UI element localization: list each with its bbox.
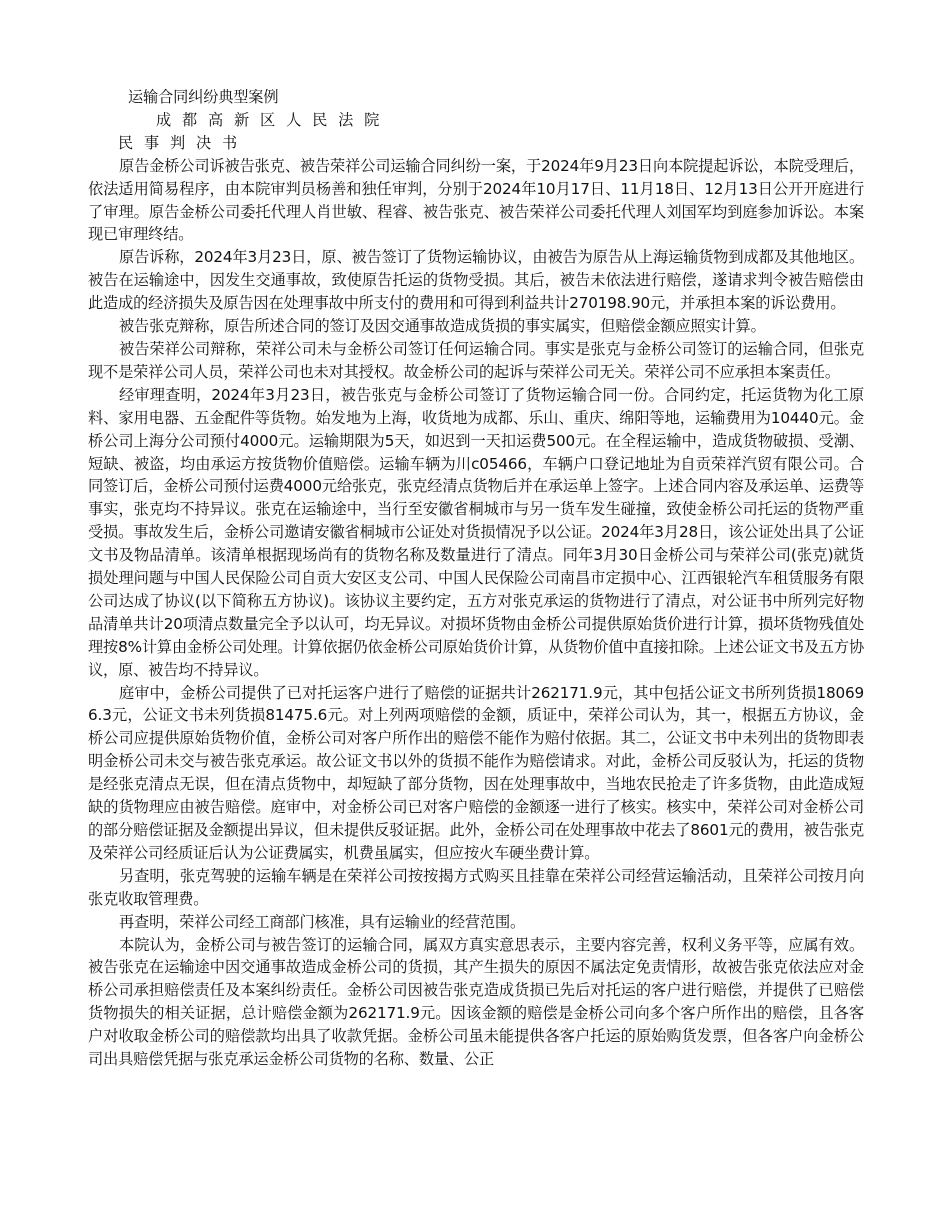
- paragraph-plaintiff-claim: 原告诉称，2024年3月23日，原、被告签订了货物运输协议，由被告为原告从上海运输货物到成都及其他地区。被告在运输途中，因发生交通事故，致使原告托运的货物受损。其后，被告未依法进行赔偿，遂请求判令被告赔偿由此造成的经济损失及原告因在处理事故中所支付的费用和可得到利益共计270198.90元，并承担本案的诉讼费用。: [88, 248, 864, 313]
- case-title: 运输合同纠纷典型案例: [128, 88, 279, 106]
- paragraph-defendant-zhangke-defense: 被告张克辩称，原告所述合同的签订及因交通事故造成货损的事实属实，但赔偿金额应照实计算。: [119, 317, 766, 336]
- paragraph-case-intro: 原告金桥公司诉被告张克、被告荣祥公司运输合同纠纷一案，于2024年9月23日向本院提起诉讼，本院受理后，依法适用简易程序，由本院审判员杨善和独任审判，分别于2024年10月17日、11月18日、12月13日公开开庭进行了审理。原告金桥公司委托代理人肖世敏、程睿、被告张克、被告荣祥公司委托代理人刘国军均到庭参加诉讼。本案现已审理终结。: [88, 156, 864, 244]
- paragraph-trial-evidence: 庭审中，金桥公司提供了已对托运客户进行了赔偿的证据共计262171.9元，其中包括公证文书所列货损180696.3元，公证文书未列货损81475.6元。对上列两项赔偿的金额，质证中，荣祥公司认为，其一，根据五方协议，金桥公司应提供原始货物价值，金桥公司对客户所作出的赔偿不能作为赔付依据。其二，公证文书中未列出的货物即表明金桥公司未交与被告张克承运。故公证文书以外的货损不能作为赔偿请求。对此，金桥公司反驳认为，托运的货物是经张克清点无误，但在清点货物中，却短缺了部分货物，因在处理事故中，当地农民抢走了许多货物，由此造成短缺的货物理应由被告赔偿。庭审中，对金桥公司已对客户赔偿的金额逐一进行了核实。核实中，荣祥公司对金桥公司的部分赔偿证据及金额提出异议，但未提供反驳证据。此外，金桥公司在处理事故中花去了8601元的费用，被告张克及荣祥公司经质证后认为公证费属实，机费虽属实，但应按火车硬坐费计算。: [88, 683, 864, 862]
- paragraph-facts-found: 经审理查明，2024年3月23日，被告张克与金桥公司签订了货物运输合同一份。合同约定，托运货物为化工原料、家用电器、五金配件等货物。始发地为上海，收货地为成都、乐山、重庆、绵阳等地，运输费用为10440元。金桥公司上海分公司预付4000元。运输期限为5天，如迟到一天扣运费500元。在全程运输中，造成货物破损、受潮、短缺、被盗，均由承运方按货物价值赔偿。运输车辆为川c05466，车辆户口登记地址为自贡荣祥汽贸有限公司。合同签订后，金桥公司预付运费4000元给张克，张克经清点货物后并在承运单上签字。上述合同内容及承运单、运费等事实，张克均不持异议。张克在运输途中，当行至安徽省桐城市与另一货车发生碰撞，致使金桥公司托运的货物严重受损。事故发生后，金桥公司邀请安徽省桐城市公证处对货损情况予以公证。2024年3月28日，该公证处出具了公证文书及物品清单。该清单根据现场尚有的货物名称及数量进行了清点。同年3月30日金桥公司与荣祥公司(张克)就货损处理问题与中国人民保险公司自贡大安区支公司、中国人民保险公司南昌市定损中心、江西银轮汽车租赁服务有限公司达成了协议(以下简称五方协议)。该协议主要约定，五方对张克承运的货物进行了清点，对公证书中所列完好物品清单共计20项清点数量完全予以认可，均无异议。对损坏货物由金桥公司提供原始货价进行计算，损坏货物残值处理按8%计算由金桥公司处理。计算依据仍依金桥公司原始货价计算，从货物价值中直接扣除。上述公证文书及五方协议，原、被告均不持异议。: [88, 385, 864, 679]
- paragraph-business-scope: 再查明，荣祥公司经工商部门核准，具有运输业的经营范围。: [119, 912, 526, 931]
- court-name: 成 都 高 新 区 人 民 法 院: [156, 110, 383, 129]
- paragraph-defendant-rongxiang-defense: 被告荣祥公司辩称，荣祥公司未与金桥公司签订任何运输合同。事实是张克与金桥公司签订的运输合同，但张克现不是荣祥公司人员，荣祥公司也未对其授权。故金桥公司的起诉与荣祥公司无关。荣祥公司不应承担本案责任。: [88, 339, 864, 381]
- paragraph-court-opinion: 本院认为，金桥公司与被告签订的运输合同，属双方真实意思表示，主要内容完善，权利义务平等，应属有效。被告张克在运输途中因交通事故造成金桥公司的货损，其产生损失的原因不属法定免责情形，故被告张克依法应对金桥公司承担赔偿责任及本案纠纷责任。金桥公司因被告张克造成货损已先后对托运的客户进行赔偿，并提供了已赔偿货物损失的相关证据，总计赔偿金额为262171.9元。因该金额的赔偿是金桥公司向多个客户所作出的赔偿，且各客户对收取金桥公司的赔偿款均出具了收款凭据。金桥公司虽未能提供各客户托运的原始购货发票，但各客户向金桥公司出具赔偿凭据与张克承运金桥公司货物的名称、数量、公正: [88, 935, 864, 1069]
- document-type: 民 事 判 决 书: [118, 133, 241, 152]
- paragraph-further-finding: 另查明，张克驾驶的运输车辆是在荣祥公司按按揭方式购买且挂靠在荣祥公司经营运输活动，且荣祥公司按月向张克收取管理费。: [88, 866, 864, 908]
- judgment-document: [88, 86, 864, 1071]
